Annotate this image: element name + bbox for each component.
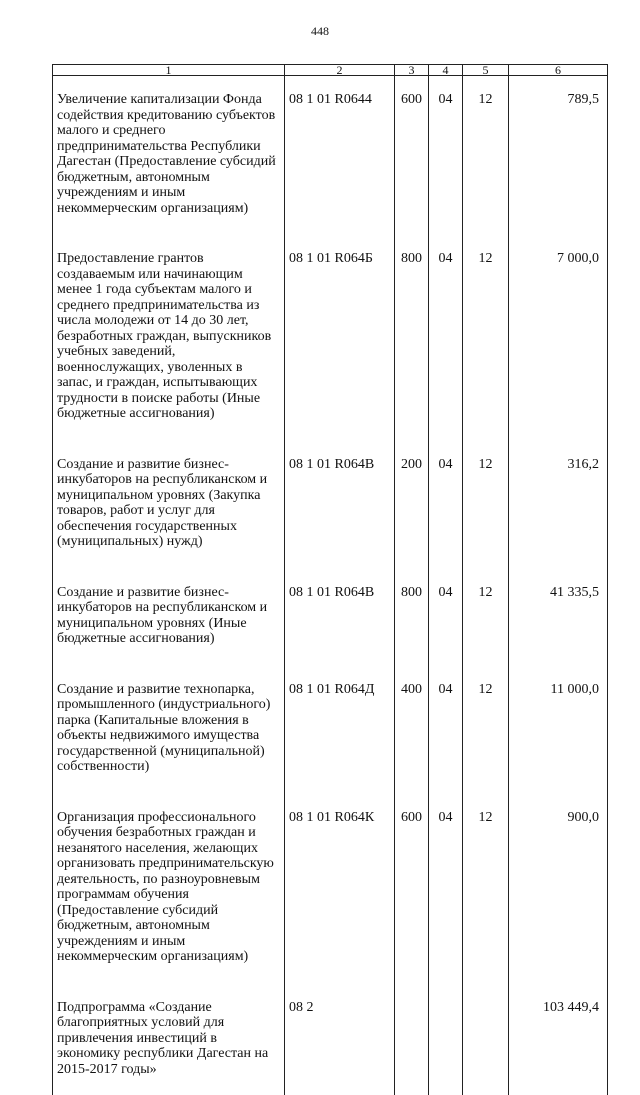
row-pr: 12 <box>463 665 508 698</box>
row-rz: 04 <box>429 234 462 267</box>
table-row <box>53 568 608 665</box>
row-pr: 12 <box>463 76 508 108</box>
table-row <box>53 793 608 983</box>
row-code: 08 1 01 R064В <box>289 440 394 473</box>
table-row <box>53 440 608 568</box>
header-col-6: 6 <box>509 65 608 76</box>
row-sum: 316,2 <box>509 440 599 473</box>
row-rz: 04 <box>429 76 462 108</box>
page-number: 448 <box>0 24 640 39</box>
row-sum: 900,0 <box>509 793 599 826</box>
row-name: Увеличение капитализации Фонда содействия кредитованию субъектов малого и среднего предпринимательства Республики Дагестан (Предоставление субсидий бюджетным, автономным учреждениям и иным некоммерческим организациям) <box>57 76 278 234</box>
row-name: Предоставление грантов создаваемым или начинающим менее 1 года субъектам малого и среднего предпринимательства из числа молодежи от 14 до 30 лет, безработных граждан, выпускников учебных заведений, военнослужащих, уволенных в запас, и граждан, испытывающих трудности в поиске работы (Иные бюджетные ассигнования) <box>57 234 278 440</box>
row-rz: 04 <box>429 793 462 826</box>
row-sum: 41 335,5 <box>509 568 599 601</box>
row-code: 08 1 01 R064Д <box>289 665 394 698</box>
row-sum: 7 000,0 <box>509 234 599 267</box>
row-rz: 04 <box>429 665 462 698</box>
row-rz: 04 <box>429 440 462 473</box>
row-sum: 103 449,4 <box>509 983 599 1016</box>
row-sum: 789,5 <box>509 76 599 108</box>
row-code: 08 1 01 R0644 <box>289 76 394 108</box>
row-rz <box>429 983 462 1000</box>
row-pr: 12 <box>463 793 508 826</box>
budget-table <box>52 64 608 1095</box>
table-row <box>53 665 608 793</box>
row-vr: 400 <box>395 665 428 698</box>
row-name: Организация профессионального обучения безработных граждан и незанятого населения, желающих организовать предпринимательскую деятельность, по разноуровневым программам обучения (Предоставление субсидий бюджетным, автономным учреждениям и иным некоммерческим организациям) <box>57 793 278 983</box>
row-pr: 12 <box>463 568 508 601</box>
row-code: 08 2 <box>289 983 394 1016</box>
header-col-5: 5 <box>463 65 509 76</box>
header-col-1: 1 <box>53 65 285 76</box>
row-name: Создание и развитие технопарка, промышленного (индустриального) парка (Капитальные вложения в объекты недвижимого имущества государственной (муниципальной) собственности) <box>57 665 278 793</box>
row-vr: 200 <box>395 440 428 473</box>
row-vr: 800 <box>395 568 428 601</box>
table-row <box>53 234 608 440</box>
row-vr: 600 <box>395 793 428 826</box>
row-sum: 11 000,0 <box>509 665 599 698</box>
row-name: Подпрограмма «Создание благоприятных условий для привлечения инвестиций в экономику республики Дагестан на 2015-2017 годы» <box>57 983 278 1095</box>
row-pr: 12 <box>463 234 508 267</box>
row-code: 08 1 01 R064Б <box>289 234 394 267</box>
row-name: Создание и развитие бизнес-инкубаторов на республиканском и муниципальном уровнях (Закупка товаров, работ и услуг для обеспечения государственных (муниципальных) нужд) <box>57 440 278 568</box>
row-pr <box>463 983 508 1000</box>
table-row <box>53 76 608 235</box>
header-col-4: 4 <box>429 65 463 76</box>
table-row <box>53 983 608 1095</box>
header-col-2: 2 <box>285 65 395 76</box>
table-header-row <box>53 65 608 76</box>
header-col-3: 3 <box>395 65 429 76</box>
row-vr: 800 <box>395 234 428 267</box>
row-code: 08 1 01 R064В <box>289 568 394 601</box>
row-vr: 600 <box>395 76 428 108</box>
row-rz: 04 <box>429 568 462 601</box>
row-vr <box>395 983 428 1000</box>
row-code: 08 1 01 R064К <box>289 793 394 826</box>
row-pr: 12 <box>463 440 508 473</box>
row-name: Создание и развитие бизнес-инкубаторов на республиканском и муниципальном уровнях (Иные бюджетные ассигнования) <box>57 568 278 665</box>
